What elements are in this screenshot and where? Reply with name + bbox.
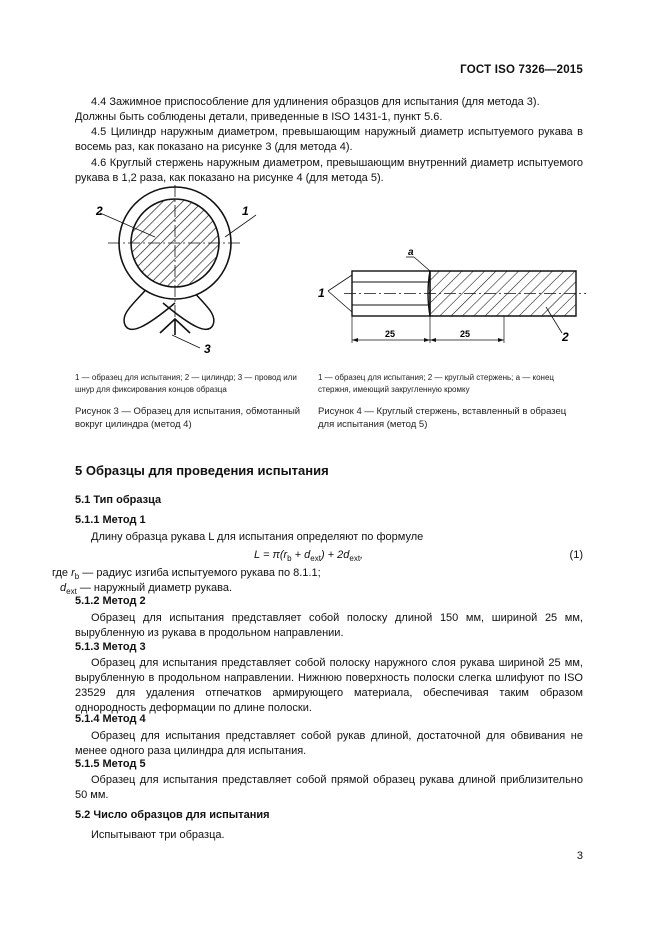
- fig4-label-1: 1: [318, 286, 325, 300]
- fig4-caption: Рисунок 4 — Круглый стержень, вставленный в образец для испытания (метод 5): [318, 406, 567, 430]
- fig3-label-1: 1: [242, 204, 249, 218]
- doc-header: ГОСТ ISO 7326—2015: [460, 64, 583, 76]
- fig3-label-3: 3: [204, 342, 211, 356]
- where-text: — наружный диаметр рукава.: [76, 582, 233, 594]
- section-5-2-title: 5.2 Число образцов для испытания: [75, 809, 270, 821]
- para-5-2: Испытывают три образца.: [91, 829, 225, 841]
- where-sub: ext: [66, 587, 77, 597]
- fig4-label-a: a: [408, 247, 414, 258]
- section-5-1-2-title: 5.1.2 Метод 2: [75, 595, 146, 607]
- where-sub: b: [74, 572, 80, 582]
- para-5-1-4: Образец для испытания представляет собой рукав длиной, достаточной для обвивания не менее одного раза цилиндра для испытания.: [75, 730, 583, 757]
- para-5-1-1: Длину образца рукава L для испытания определяют по формуле: [91, 531, 424, 543]
- section-5-title: 5 Образцы для проведения испытания: [75, 463, 329, 478]
- section-5-1-3-title: 5.1.3 Метод 3: [75, 641, 146, 653]
- formula-part: ,: [360, 549, 364, 561]
- para-5-1-3: Образец для испытания представляет собой полоску наружного слоя рукава шириной 25 мм, вырубленную в продольном направлении. Нижнюю поверхность полоски слегка шлифуют по ISO 23529 для удаления отпечатков армирующего материала, обеспечивая таким образом однородность деформации по длине полоски.: [75, 657, 583, 714]
- section-5-1-title: 5.1 Тип образца: [75, 494, 162, 506]
- formula-part: ) + 2d: [320, 549, 350, 561]
- para-5-1-5: Образец для испытания представляет собой прямой образец рукава длиной приблизительно 50 мм.: [75, 774, 583, 801]
- fig4-legend: 1 — образец для испытания; 2 — круглый стержень; a — конец стержня, имеющий закругленную кромку: [318, 373, 554, 394]
- where-symbol: r: [71, 567, 75, 579]
- formula-1: [254, 549, 363, 563]
- fig3-label-2: 2: [96, 204, 103, 218]
- fig4-dim-right: 25: [460, 329, 471, 339]
- where-prefix: где: [52, 567, 69, 579]
- formula-sub: ext: [349, 554, 361, 564]
- para-4-5: 4.5 Цилиндр наружным диаметром, превышающим наружный диаметр испытуемого рукава в восемь раз, как показано на рисунке 3 (для метода 4).: [75, 126, 583, 153]
- where-symbol: d: [60, 582, 67, 594]
- fig4-dim-left: 25: [385, 329, 396, 339]
- para-5-1-2: Образец для испытания представляет собой полоску длиной 150 мм, шириной 25 мм, вырубленную из рукава в продольном направлении.: [75, 612, 583, 639]
- formula-part: + d: [291, 549, 311, 561]
- fig3-caption: Рисунок 3 — Образец для испытания, обмотанный вокруг цилиндра (метод 4): [75, 406, 301, 430]
- page-number: 3: [576, 850, 583, 862]
- fig3-legend: 1 — образец для испытания; 2 — цилиндр; 3 — провод или шнур для фиксирования концов образца: [75, 373, 297, 394]
- figure-3-drawing: [80, 185, 310, 360]
- formula-part: L = π(r: [254, 549, 288, 561]
- section-5-1-4-title: 5.1.4 Метод 4: [75, 713, 146, 725]
- figure-4-drawing: [318, 245, 588, 350]
- formula-number: (1): [569, 549, 583, 561]
- formula-sub: ext: [310, 554, 321, 564]
- section-5-1-1-title: 5.1.1 Метод 1: [75, 514, 146, 526]
- fig4-label-2: 2: [562, 330, 569, 344]
- formula-sub: b: [287, 554, 292, 564]
- para-4-6: 4.6 Круглый стержень наружным диаметром, превышающим внутренний диаметр испытуемого рукава в 1,2 раза, как показано на рисунке 4 (для метода 5).: [75, 157, 583, 184]
- section-5-1-5-title: 5.1.5 Метод 5: [75, 758, 146, 770]
- para-4-4: 4.4 Зажимное приспособление для удлинения образцов для испытания (для метода 3).: [91, 96, 540, 108]
- para-4-4-b: Должны быть соблюдены детали, приведенные в ISO 1431-1, пункт 5.6.: [75, 111, 443, 123]
- where-text: — радиус изгиба испытуемого рукава по 8.1.1;: [79, 567, 321, 579]
